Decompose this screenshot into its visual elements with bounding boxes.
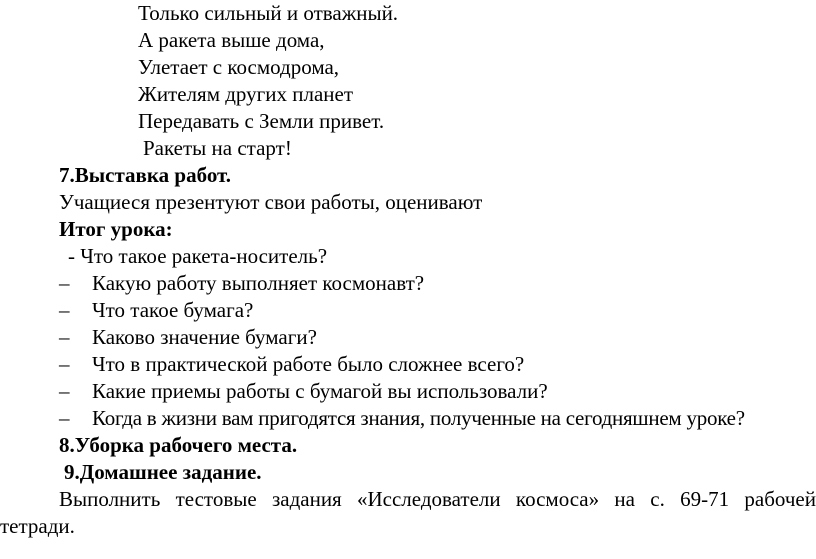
poem-line-6: Ракеты на старт! xyxy=(143,136,292,160)
summary-question: Каково значение бумаги? xyxy=(92,325,317,349)
dash-bullet: – xyxy=(59,352,70,376)
section-7-text: Учащиеся презентуют свои работы, оценивают xyxy=(59,190,483,214)
summary-question: Что в практической работе было сложнее всего? xyxy=(92,352,525,376)
section-9-text: Выполнить тестовые задания «Исследователи космоса» на с. 69-71 рабочей xyxy=(59,487,816,511)
summary-question-first: - Что такое ракета-носитель? xyxy=(68,244,328,268)
poem-line-3: Улетает с космодрома, xyxy=(138,55,340,79)
dash-bullet: – xyxy=(59,406,70,430)
summary-question: Какие приемы работы с бумагой вы использовали? xyxy=(92,379,548,403)
poem-line-1: Только сильный и отважный. xyxy=(138,1,399,25)
summary-question: Когда в жизни вам пригодятся знания, полученные на сегодняшнем уроке? xyxy=(92,406,745,430)
section-9-heading: 9.Домашнее задание. xyxy=(64,460,262,484)
summary-heading: Итог урока: xyxy=(59,217,173,241)
poem-line-5: Передавать с Земли привет. xyxy=(138,109,385,133)
summary-question: Какую работу выполняет космонавт? xyxy=(92,271,425,295)
dash-bullet: – xyxy=(59,298,70,322)
dash-bullet: – xyxy=(59,325,70,349)
poem-line-2: А ракета выше дома, xyxy=(138,28,325,52)
section-7-heading: 7.Выставка работ. xyxy=(59,163,232,187)
section-9-text-continued: тетради. xyxy=(0,514,75,538)
summary-question: Что такое бумага? xyxy=(92,298,254,322)
dash-bullet: – xyxy=(59,379,70,403)
poem-line-4: Жителям других планет xyxy=(138,82,354,106)
section-8-heading: 8.Уборка рабочего места. xyxy=(59,433,298,457)
dash-bullet: – xyxy=(59,271,70,295)
